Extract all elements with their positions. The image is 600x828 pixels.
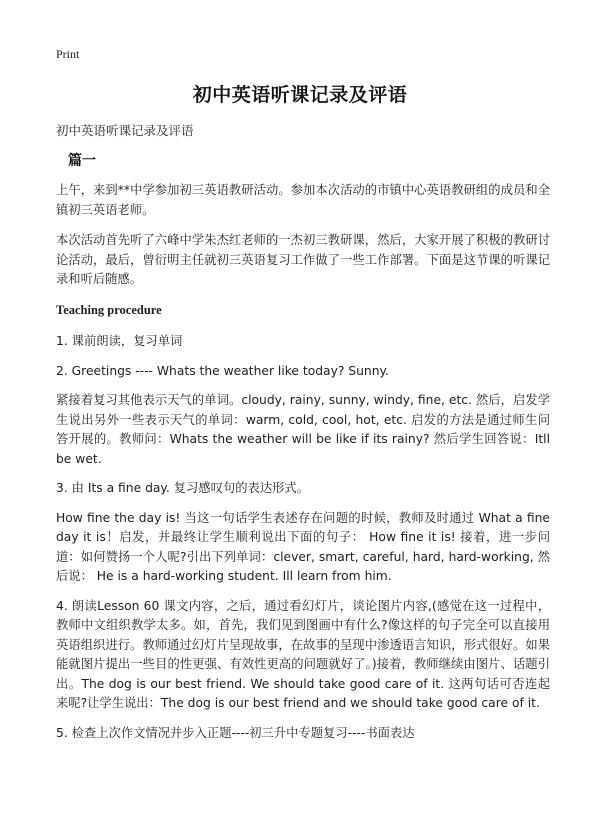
- step-2-detail: 紧接着复习其他表示天气的单词。cloudy, rainy, sunny, windy, fine, etc. 然后，启发学生说出另外一些表示天气的单词：warm, cold, cool, hot, etc. 启发的方法是通过师生问答开展的。教师问：Whats the weather will be like if its rainy? 然后学生回答说：Itll be wet.: [56, 393, 550, 466]
- section-heading: 篇一: [68, 153, 96, 169]
- print-label: Print: [56, 47, 80, 61]
- paragraph-intro: 上午，来到**中学参加初三英语教研活动。参加本次活动的市镇中心英语教研组的成员和全镇初三英语老师。: [56, 183, 550, 217]
- document-subtitle: 初中英语听课记录及评语: [56, 123, 194, 138]
- page-title: 初中英语听课记录及评语: [192, 84, 408, 106]
- step-3-detail: How fine the day is! 当这一句话学生表述存在问题的时候，教师及时通过 What a fine day it is！启发，并最终让学生顺利说出下面的句子： How fine it is! 接着，进一步问道：如何赞扬一个人呢?引出下列单词：clever, smart, careful, hard, hard-working, 然后说： He is a hard-working student. Ill learn from him.: [56, 510, 550, 583]
- step-3: 3. 由 Its a fine day. 复习感叹句的表达形式。: [56, 481, 310, 495]
- teaching-procedure-heading: Teaching procedure: [56, 302, 162, 317]
- step-2: 2. Greetings ---- Whats the weather like today? Sunny.: [56, 363, 389, 378]
- document-body: [56, 181, 550, 753]
- paragraph-activity: 本次活动首先听了六峰中学朱杰红老师的一杰初三教研课，然后，大家开展了积极的教研讨论活动，最后，曾衍明主任就初三英语复习工作做了一些工作部署。下面是这节课的听课记录和听后随感。: [56, 233, 550, 286]
- step-4: 4. 朗读Lesson 60 课文内容，之后，通过看幻灯片，谈论图片内容,(感觉在这一过程中，教师中文组织教学太多。如，首先，我们见到图画中有什么?像这样的句子完全可以直接用英语组织进行。教师通过幻灯片呈现故事，在故事的呈现中渗透语言知识，形式很好。如果能就图片提出一些目的性更强、有效性更高的问题就好了。)接着，教师继续由图片、话题引出。The dog is our best friend. We should take good care of it. 这两句话可否连起来呢?让学生说出：The dog is our best friend and we should take good care of it.: [56, 598, 550, 710]
- step-1: 1. 课前朗读，复习单词: [56, 334, 183, 348]
- step-5: 5. 检查上次作文情况并步入正题----初三升中专题复习----书面表达: [56, 725, 415, 740]
